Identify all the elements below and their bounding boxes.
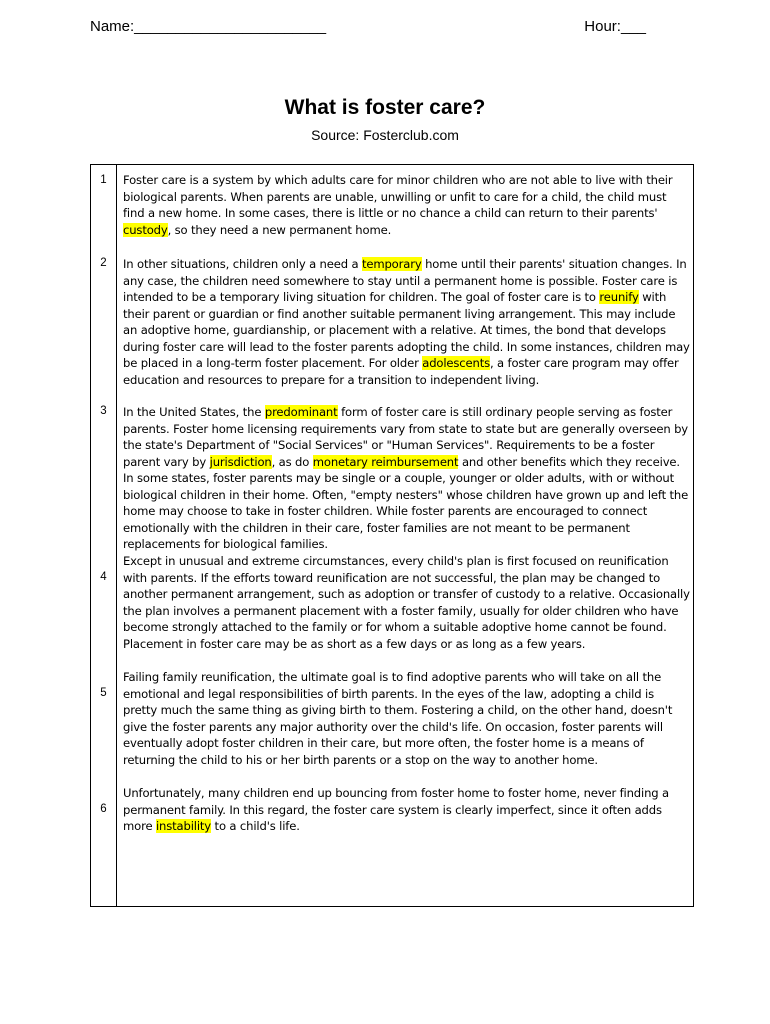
paragraph-5 xyxy=(123,669,690,768)
highlighted-vocab-word: custody xyxy=(123,222,168,237)
source-line: Source: Fosterclub.com xyxy=(311,127,459,143)
paragraph-number: 6 xyxy=(100,803,107,815)
name-field-label[interactable]: Name:_______________________ xyxy=(90,18,327,35)
paragraph-number: 3 xyxy=(100,405,107,417)
paragraph-text: with their parent or guardian or find another suitable permanent living arrangement. This may include an adoptive home, guardianship, or placement with a relative. At times, the bond that develops during foster care will lead to the foster parents adopting the child. In some instances, children may be placed in a long-term foster placement. For older xyxy=(123,290,690,370)
paragraph-text: In the United States, the xyxy=(123,405,265,419)
paragraph-text: home until their parents' situation changes. In any case, the children need somewhere to stay until a permanent home is possible. Foster care is intended to be a temporary living situation for children. The goal of foster care is to xyxy=(123,257,687,304)
paragraph-6 xyxy=(123,785,690,835)
paragraph-text: , a foster care program may offer education and resources to prepare for a transition to independent living. xyxy=(123,356,679,387)
paragraph-text: Failing family reunification, the ultimate goal is to find adoptive parents who will take on all the emotional and legal responsibilities of birth parents. In the eyes of the law, adopting a child is pretty much the same thing as giving birth to them. Fostering a child, on the other hand, doesn't give the foster parents any major authority over the child's life. On occasion, foster parents will eventually adopt foster children in their care, but more often, the foster home is a means of returning the child to his or her birth parents or a stop on the way to another home. xyxy=(123,670,673,767)
hour-field-label[interactable]: Hour:___ xyxy=(584,18,646,35)
paragraph-text: Foster care is a system by which adults care for minor children who are not able to live with their biological parents. When parents are unable, unwilling or unfit to care for a child, the child must find a new home. In some cases, there is little or no chance a child can return to their parents' xyxy=(123,173,673,220)
paragraph-number: 1 xyxy=(100,174,107,186)
highlighted-vocab-word: reunify xyxy=(599,290,639,304)
paragraph-number-column xyxy=(91,165,117,906)
highlighted-vocab-word: instability xyxy=(155,819,212,833)
highlighted-vocab-word: predominant xyxy=(264,405,338,419)
paragraph-1 xyxy=(123,172,690,238)
paragraph-number: 4 xyxy=(100,571,107,583)
paragraph-text: to a child's life. xyxy=(211,819,300,833)
highlighted-vocab-word: adolescents xyxy=(422,356,490,370)
paragraph-text: , so they need a new permanent home. xyxy=(167,222,392,237)
paragraph-number: 5 xyxy=(100,687,107,699)
paragraph-4 xyxy=(123,553,690,652)
highlighted-vocab-word: monetary reimbursement xyxy=(312,454,459,469)
paragraph-number: 2 xyxy=(100,257,107,269)
highlighted-vocab-word: jurisdiction xyxy=(209,454,272,469)
paragraph-text: and other benefits which they receive. In some states, foster parents may be single or a couple, younger or older adults, with or without biological children in their home. Often, "empty nesters" whose children have grown up and left the home may choose to take in foster children. While foster parents are encouraged to connect emotionally with the children in their care, foster families are not meant to be permanent replacements for biological families. xyxy=(123,454,689,551)
page-title: What is foster care? xyxy=(284,96,486,119)
paragraph-text: form of foster care is still ordinary people serving as foster parents. Foster home licensing requirements vary from state to state but are generally overseen by the state's Department of "Social Services" or "Human Services". Requirements to be a foster parent vary by xyxy=(123,405,688,469)
reading-table xyxy=(90,164,694,907)
paragraph-text: , as do xyxy=(271,454,313,469)
paragraph-text: Except in unusual and extreme circumstances, every child's plan is first focused on reunification with parents. If the efforts toward reunification are not successful, the plan may be changed to another permanent arrangement, such as adoption or transfer of custody to a relative. Occasionally the plan involves a permanent placement with a foster family, usually for older children who have become strongly attached to the family or for whom a suitable adoptive home cannot be found. Placement in foster care may be as short as a few days or as long as a few years. xyxy=(123,554,690,651)
paragraph-text: Unfortunately, many children end up bouncing from foster home to foster home, never finding a permanent family. In this regard, the foster care system is clearly imperfect, since it often adds more xyxy=(123,786,669,833)
student-header xyxy=(90,18,646,35)
paragraph-2 xyxy=(123,256,690,388)
highlighted-vocab-word: temporary xyxy=(361,257,422,271)
paragraph-text: In other situations, children only a need a xyxy=(123,257,362,271)
paragraph-3 xyxy=(123,404,690,553)
